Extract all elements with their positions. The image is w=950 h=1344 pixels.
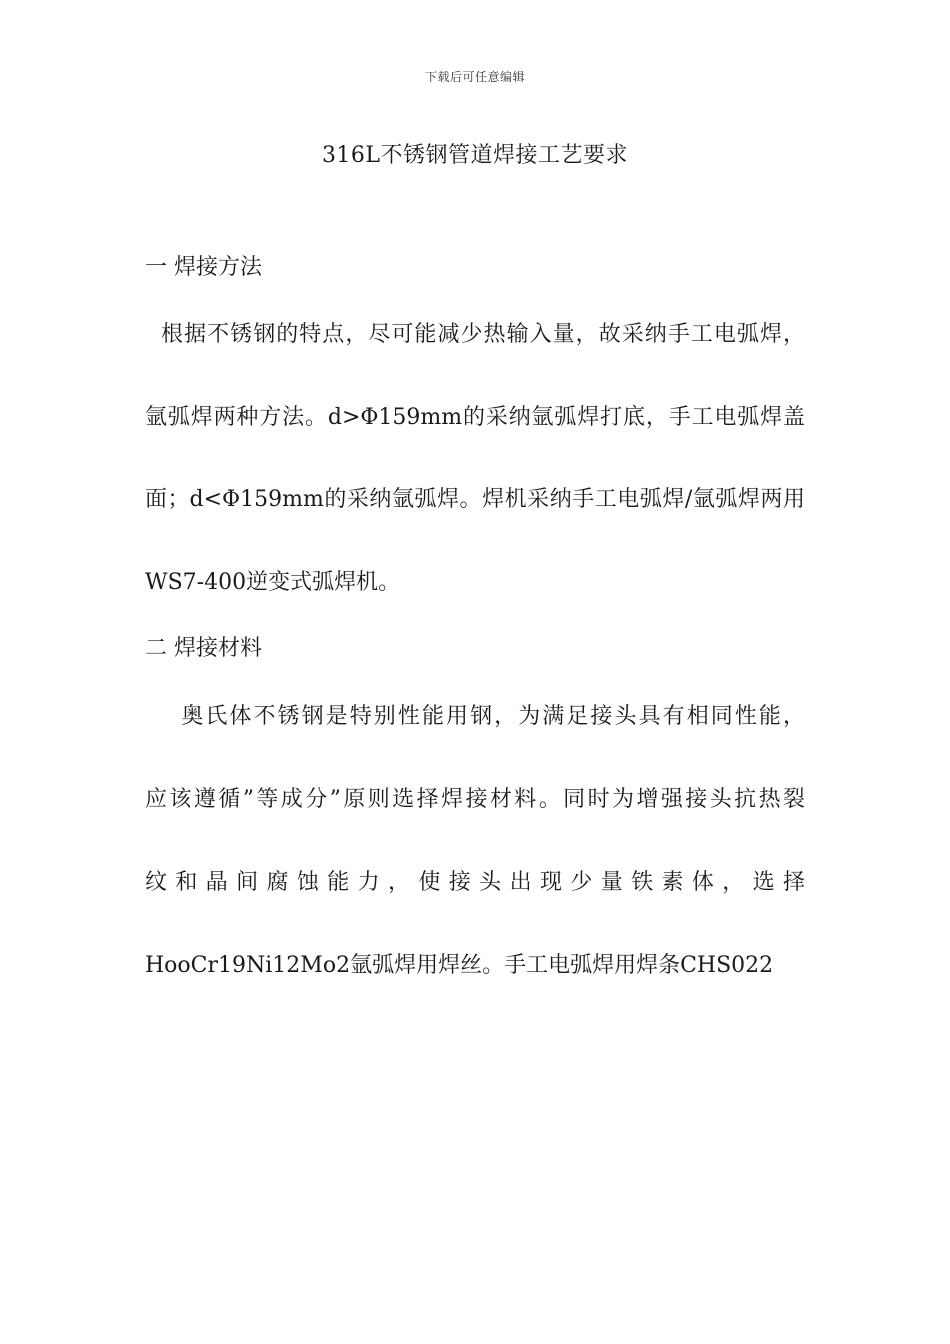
paragraph-line: 奥氏体不锈钢是特别性能用钢，为满足接头具有相同性能， bbox=[145, 704, 805, 729]
paragraph-line: 面；d<Φ159mm的采纳氩弧焊。焊机采纳手工电弧焊/氩弧焊两用 bbox=[145, 487, 805, 512]
paragraph-line: 应该遵循”等成分”原则选择焊接材料。同时为增强接头抗热裂 bbox=[145, 787, 805, 812]
paragraph-line: HooCr19Ni12Mo2氩弧焊用焊丝。手工电弧焊用焊条CHS022 bbox=[145, 953, 774, 978]
paragraph-line: 纹和晶间腐蚀能力，使接头出现少量铁素体，选择 bbox=[145, 870, 805, 895]
paragraph-line: WS7-400逆变式弧焊机。 bbox=[145, 570, 401, 595]
header-note: 下载后可任意编辑 bbox=[424, 70, 525, 84]
paragraph-line: 氩弧焊两种方法。d>Φ159mm的采纳氩弧焊打底，手工电弧焊盖 bbox=[145, 405, 805, 430]
section-heading-welding-materials: 二 焊接材料 bbox=[145, 636, 262, 661]
section-heading-welding-method: 一 焊接方法 bbox=[145, 255, 262, 280]
document-title: 316L不锈钢管道焊接工艺要求 bbox=[321, 143, 629, 168]
paragraph-line: 根据不锈钢的特点，尽可能减少热输入量，故采纳手工电弧焊， bbox=[145, 322, 805, 347]
